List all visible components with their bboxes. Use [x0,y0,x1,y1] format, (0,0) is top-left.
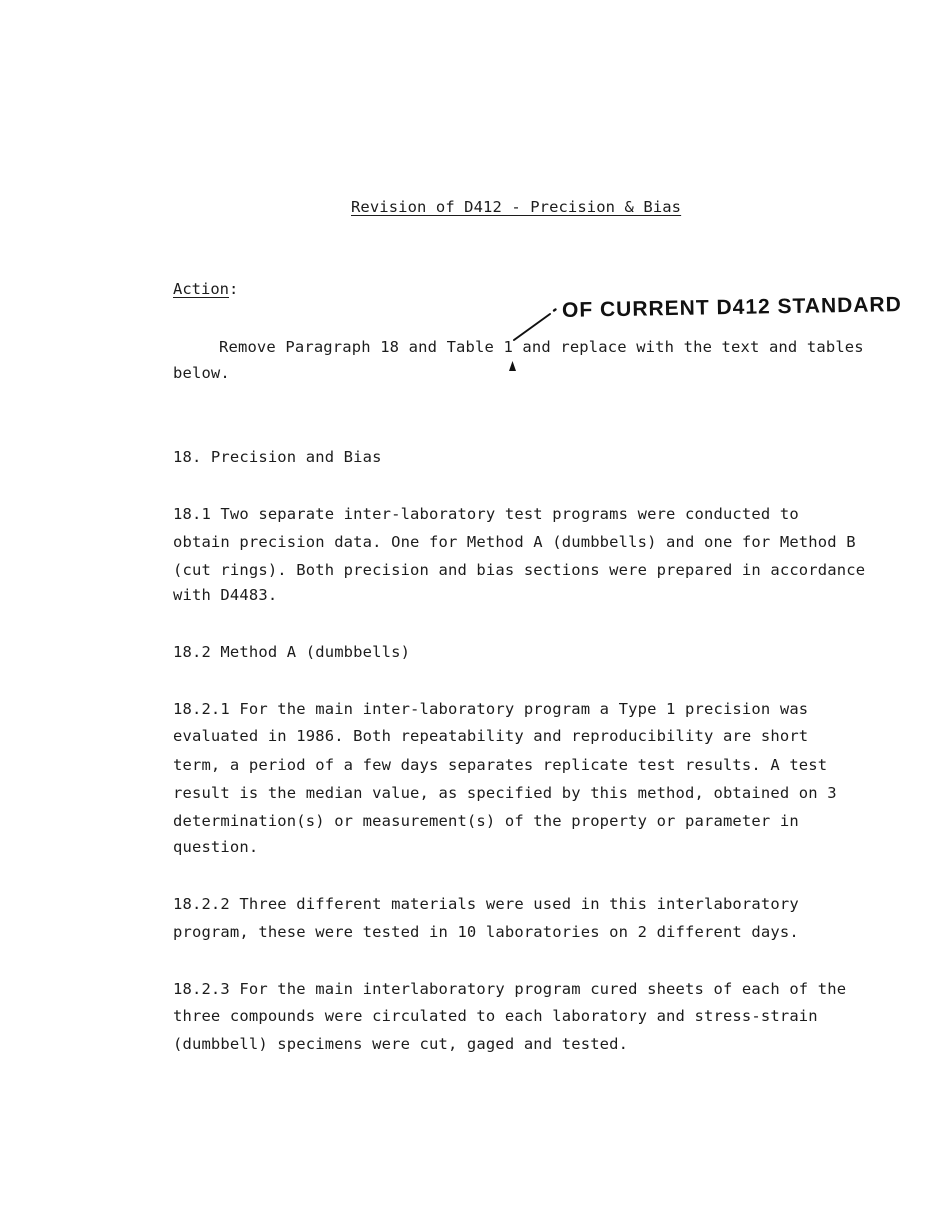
paragraph-18-1-line: 18.1 Two separate inter-laboratory test programs were conducted to [173,505,799,523]
paragraph-18-2-3-line: three compounds were circulated to each laboratory and stress-strain [173,1007,818,1025]
paragraph-18-2-2-line: program, these were tested in 10 laboratories on 2 different days. [173,923,799,941]
paragraph-18-2-2-line: 18.2.2 Three different materials were used in this interlaboratory [173,895,799,913]
intro-line: Remove Paragraph 18 and Table 1 and replace with the text and tables [219,338,864,356]
paragraph-18-1-line: (cut rings). Both precision and bias sections were prepared in accordance [173,561,866,579]
paragraph-18-2-1-line: evaluated in 1986. Both repeatability and reproducibility are short [173,727,809,745]
paragraph-18-2-3-line: 18.2.3 For the main interlaboratory program cured sheets of each of the [173,980,847,998]
action-label-colon: : [229,280,239,298]
paragraph-18-2-3-line: (dumbbell) specimens were cut, gaged and tested. [173,1035,629,1053]
paragraph-18-1-line: obtain precision data. One for Method A (dumbbells) and one for Method B [173,533,856,551]
intro-line: below. [173,364,230,382]
handwritten-note: OF CURRENT D412 STANDARD [561,293,902,322]
action-label [173,280,238,298]
document-title: Revision of D412 - Precision & Bias [351,198,682,216]
paragraph-18-2-heading: 18.2 Method A (dumbbells) [173,643,411,661]
action-label-text: Action [173,280,229,298]
paragraph-18-2-1-line: determination(s) or measurement(s) of the property or parameter in [173,812,799,830]
paragraph-18-1-line: with D4483. [173,586,278,604]
paragraph-18-2-1-line: 18.2.1 For the main inter-laboratory program a Type 1 precision was [173,700,809,718]
paragraph-18-2-1-line: question. [173,838,259,856]
paragraph-18-2-1-line: result is the median value, as specified by this method, obtained on 3 [173,784,837,802]
section-heading: 18. Precision and Bias [173,448,382,466]
paragraph-18-2-1-line: term, a period of a few days separates replicate test results. A test [173,756,828,774]
